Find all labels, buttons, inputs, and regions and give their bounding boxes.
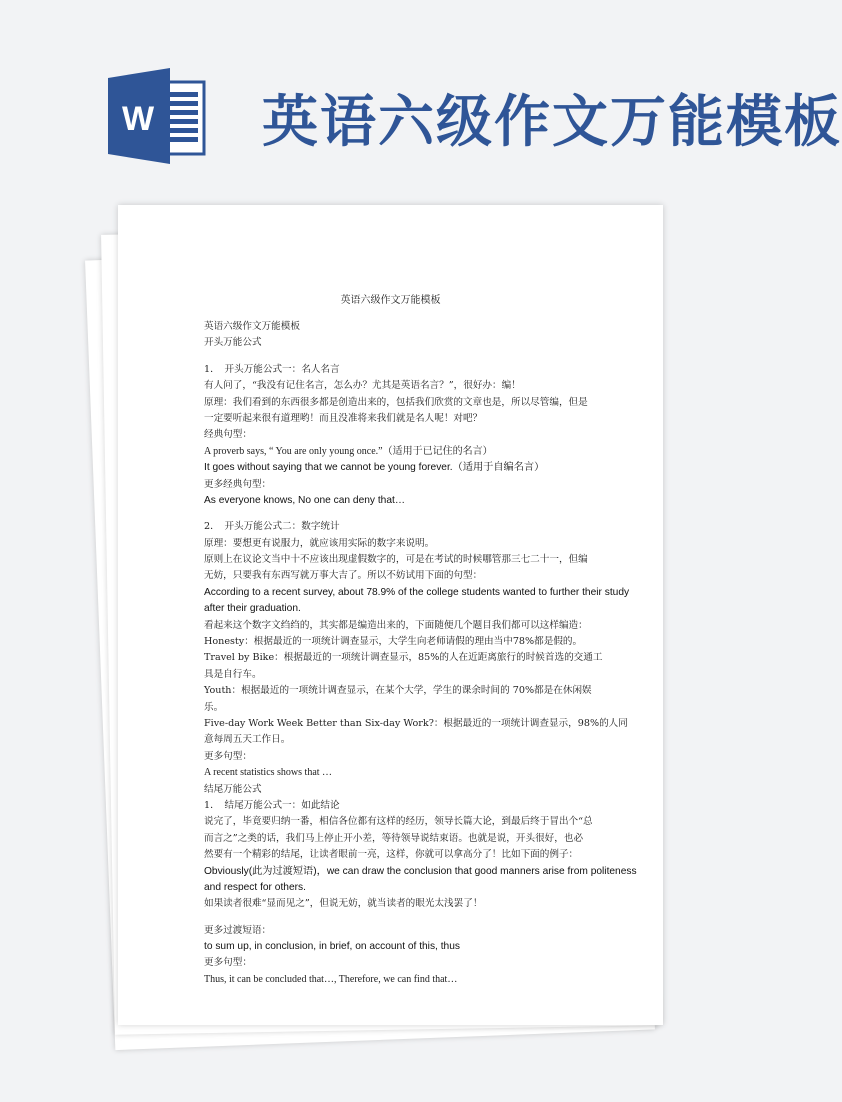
text-line: 英语六级作文万能模板 <box>204 321 300 332</box>
text-line: 说完了，毕竟要归纳一番，相信各位都有这样的经历，领导长篇大论，到最后终于冒出个“总 <box>204 816 593 828</box>
text-line: Honesty：根据最近的一项统计调查显示，大学生向老师请假的理由当中78%都是假的。 <box>204 636 583 648</box>
section-heading: 1． 结尾万能公式一：如此结论 <box>204 799 340 811</box>
text-line: 如果读者很难“显而见之”，但说无妨，就当读者的眼光太浅罢了！ <box>204 898 483 910</box>
text-line: 更多句型： <box>204 957 252 969</box>
banner-title: 英语六级作文万能模板 <box>262 89 842 155</box>
text-line: 而言之”之类的话，我们马上停止开小差，等待领导说结束语。也就是说，开头很好，也必 <box>204 832 584 844</box>
text-line: It goes without saying that we cannot be young forever.（适用于自编名言） <box>204 462 545 474</box>
text-line: after their graduation. <box>204 603 301 615</box>
text-line: 更多经典句型： <box>204 478 272 490</box>
text-line: 看起来这个数字文绉绉的，其实都是编造出来的，下面随便几个题目我们都可以这样编造： <box>204 619 588 631</box>
logo-letter: W <box>121 100 155 138</box>
document-body <box>204 319 637 988</box>
text-line: 更多句型： <box>204 750 252 762</box>
section-heading: 1． 开头万能公式一：名人名言 <box>204 363 340 375</box>
text-line: 开头万能公式 <box>204 337 262 349</box>
text-line: and respect for others. <box>204 881 306 893</box>
text-line: 具是自行车。 <box>204 668 262 680</box>
text-line: Travel by Bike：根据最近的一项统计调查显示，85%的人在近距离旅行的时候首选的交通工 <box>204 652 603 664</box>
document-page <box>118 205 663 1025</box>
word-document-icon <box>108 68 208 164</box>
text-line: 经典句型： <box>204 429 252 441</box>
section-heading: 结尾万能公式 <box>204 783 262 795</box>
text-line: Five-day Work Week Better than Six-day Work?：根据最近的一项统计调查显示，98%的人同 <box>204 717 628 729</box>
text-line: According to a recent survey, about 78.9% of the college students wanted to further their study <box>204 586 630 598</box>
text-line: 更多过渡短语： <box>204 924 272 936</box>
text-line: 一定要听起来很有道理哟！而且没准将来我们就是名人呢！对吧？ <box>204 412 483 424</box>
text-line: Youth：根据最近的一项统计调查显示，在某个大学，学生的课余时间的 70%都是在休闲娱 <box>204 685 592 697</box>
text-line: 然要有一个精彩的结尾，让读者眼前一亮，这样，你就可以拿高分了！比如下面的例子： <box>204 849 579 861</box>
text-line: 意每周五天工作日。 <box>204 734 291 746</box>
text-line: As everyone knows, No one can deny that… <box>204 494 406 506</box>
document-title: 英语六级作文万能模板 <box>340 295 441 306</box>
text-line: 原理：要想更有说服力，就应该用实际的数字来说明。 <box>204 537 435 549</box>
text-line: 乐。 <box>204 701 224 713</box>
text-line: Thus, it can be concluded that…, Therefore, we can find that… <box>204 973 458 985</box>
text-line: 有人问了，“我没有记住名言，怎么办？尤其是英语名言？”，很好办：编！ <box>204 380 521 392</box>
text-line: 原则上在议论文当中十不应该出现虚假数字的，可是在考试的时候哪管那三七二十一，但编 <box>204 554 588 566</box>
text-line: A recent statistics shows that … <box>204 767 333 779</box>
text-line: 无妨，只要我有东西写就万事大吉了。所以不妨试用下面的句型： <box>204 570 483 582</box>
section-heading: 2． 开头万能公式二：数字统计 <box>204 521 340 533</box>
text-line: A proverb says, “ You are only young once.”（适用于已记住的名言） <box>204 445 493 457</box>
text-line: to sum up, in conclusion, in brief, on account of this, thus <box>204 941 460 953</box>
text-line: Obviously(此为过渡短语)，we can draw the conclusion that good manners arise from politeness <box>204 865 637 877</box>
text-line: 原理：我们看到的东西很多都是创造出来的，包括我们欣赏的文章也是，所以尽管编，但是 <box>204 396 588 408</box>
